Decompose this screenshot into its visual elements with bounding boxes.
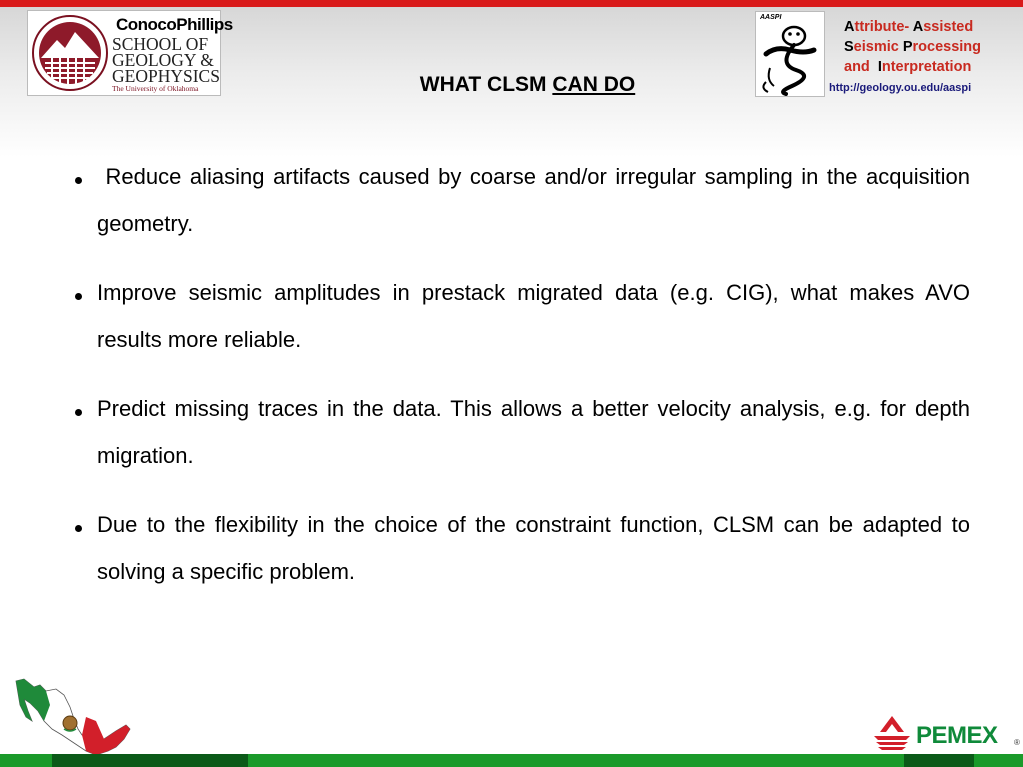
aaspi-logo-label: AASPI [760, 14, 782, 21]
aaspi-logo [755, 11, 825, 97]
bullet-list [72, 154, 970, 618]
conocophillips-logo-text: ConocoPhillips [116, 15, 233, 34]
bullet-text: Due to the flexibility in the choice of the constraint function, CLSM can be adapted to solving a specific problem. [97, 512, 970, 584]
bullet-text: Reduce aliasing artifacts caused by coarse and/or irregular sampling in the acquisition geometry. [97, 164, 970, 236]
aaspi-acronym-text [844, 17, 981, 77]
aaspi-line-1: Attribute- Assisted [844, 19, 974, 35]
bullet-dot [75, 293, 82, 300]
top-accent-bar [0, 0, 1023, 7]
title-underlined: CAN DO [552, 73, 636, 96]
bullet-item [72, 154, 970, 247]
bullet-item [72, 386, 970, 479]
pemex-eagle-icon [870, 714, 914, 754]
snake-mascot-icon [756, 20, 824, 96]
bullet-text: Predict missing traces in the data. This allows a better velocity analysis, e.g. for depth migration. [97, 396, 970, 468]
bullet-text: Improve seismic amplitudes in prestack migrated data (e.g. CIG), what makes AVO results more reliable. [97, 280, 970, 352]
university-name: The University of Oklahoma [112, 84, 199, 93]
bullet-item [72, 270, 970, 363]
mexico-flag-map-icon [12, 677, 134, 757]
aaspi-url-link[interactable]: http://geology.ou.edu/aaspi [829, 82, 972, 94]
registered-mark: ® [1014, 738, 1020, 747]
school-name: SCHOOL OF GEOLOGY & GEOPHYSICS [112, 34, 220, 86]
pemex-wordmark: PEMEX [916, 722, 998, 749]
bullet-dot [75, 525, 82, 532]
aaspi-line-2: Seismic Processing [844, 39, 982, 55]
aaspi-line-3: and Interpretation [844, 59, 972, 75]
pemex-logo [870, 712, 1022, 756]
bottom-accent-bar [0, 754, 1023, 767]
bullet-item [72, 502, 970, 595]
bullet-dot [75, 177, 82, 184]
title-prefix: WHAT CLSM [419, 73, 553, 96]
bullet-dot [75, 409, 82, 416]
bottom-bar-segment [904, 754, 974, 767]
bottom-bar-segment [52, 754, 248, 767]
